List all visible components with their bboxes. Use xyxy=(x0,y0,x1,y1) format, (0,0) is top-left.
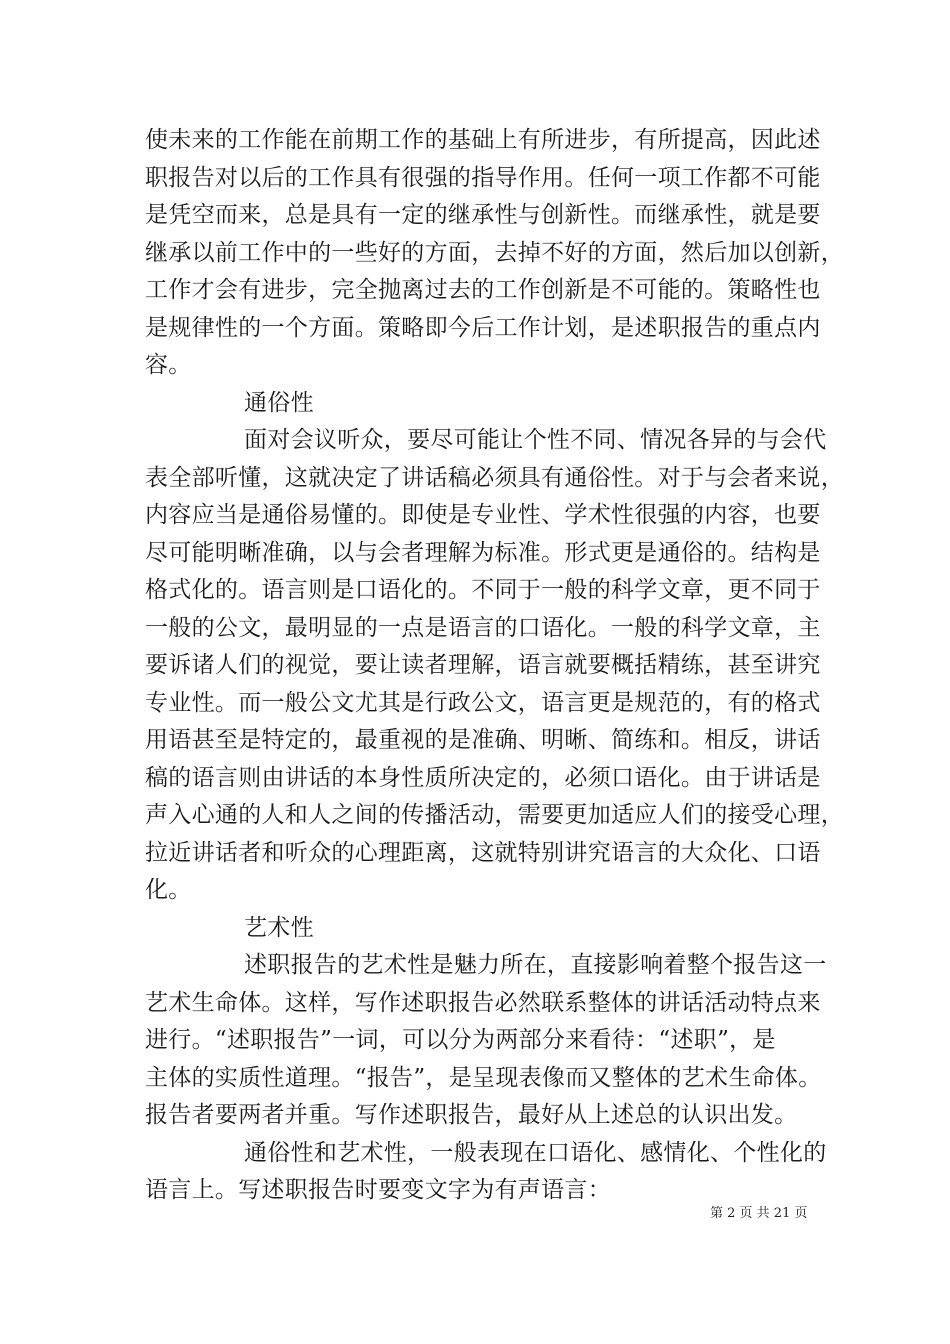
text-line: 格式化的。语言则是口语化的。不同于一般的科学文章，更不同于 xyxy=(145,577,821,603)
paragraph-first-line: 述职报告的艺术性是魅力所在，直接影响着整个报告这一 xyxy=(244,952,827,978)
text-line: 拉近讲话者和听众的心理距离，这就特别讲究语言的大众化、口语 xyxy=(145,839,821,866)
text-line: 语言上。写述职报告时要变文字为有声语言： xyxy=(145,1177,611,1203)
text-line: 主体的实质性道理。“报告”，是呈现表像而又整体的艺术生命体。 xyxy=(145,1064,822,1091)
text-line: 专业性。而一般公文尤其是行政公文，语言更是规范的，有的格式 xyxy=(145,689,821,716)
body-text xyxy=(145,122,844,1210)
text-line: 化。 xyxy=(145,877,192,903)
text-line: 容。 xyxy=(145,352,192,378)
paragraph-first-line: 通俗性和艺术性，一般表现在口语化、感情化、个性化的 xyxy=(244,1139,827,1166)
text-line: 内容应当是通俗易懂的。即使是专业性、学术性很强的内容，也要 xyxy=(145,502,821,528)
page-number-footer: 第 2 页 共 21 页 xyxy=(710,1206,808,1221)
text-line: 职报告对以后的工作具有很强的指导作用。任何一项工作都不可能 xyxy=(145,164,821,191)
text-line: 用语甚至是特定的，最重视的是准确、明晰、简练和。相反，讲话 xyxy=(145,727,821,753)
text-line: 继承以前工作中的一些好的方面，去掉不好的方面，然后加以创新， xyxy=(145,239,844,266)
text-line: 报告者要两者并重。写作述职报告，最好从上述总的认识出发。 xyxy=(145,1102,798,1128)
text-line: 是凭空而来，总是具有一定的继承性与创新性。而继承性，就是要 xyxy=(145,202,821,228)
paragraph-first-line: 面对会议听众，要尽可能让个性不同、情况各异的与会代 xyxy=(244,427,827,453)
section-heading-tongsuxing: 通俗性 xyxy=(244,389,314,416)
text-line: 稿的语言则由讲话的本身性质所决定的，必须口语化。由于讲话是 xyxy=(145,764,821,791)
text-line: 是规律性的一个方面。策略即今后工作计划，是述职报告的重点内 xyxy=(145,314,821,341)
text-line: 尽可能明晰准确，以与会者理解为标准。形式更是通俗的。结构是 xyxy=(145,539,821,566)
text-line: 工作才会有进步，完全抛离过去的工作创新是不可能的。策略性也 xyxy=(145,277,821,303)
text-line: 艺术生命体。这样，写作述职报告必然联系整体的讲话活动特点来 xyxy=(145,989,821,1016)
text-line: 进行。“述职报告”一词，可以分为两部分来看待：“述职”，是 xyxy=(145,1027,776,1053)
text-line: 使未来的工作能在前期工作的基础上有所进步，有所提高，因此述 xyxy=(145,127,821,153)
text-line: 一般的公文，最明显的一点是语言的口语化。一般的科学文章，主 xyxy=(145,614,821,641)
text-line: 声入心通的人和人之间的传播活动，需要更加适应人们的接受心理， xyxy=(145,802,844,828)
text-line: 表全部听懂，这就决定了讲话稿必须具有通俗性。对于与会者来说， xyxy=(145,464,844,491)
text-line: 要诉诸人们的视觉，要让读者理解，语言就要概括精练，甚至讲究 xyxy=(145,652,821,678)
section-heading-yishuxing: 艺术性 xyxy=(244,914,314,941)
